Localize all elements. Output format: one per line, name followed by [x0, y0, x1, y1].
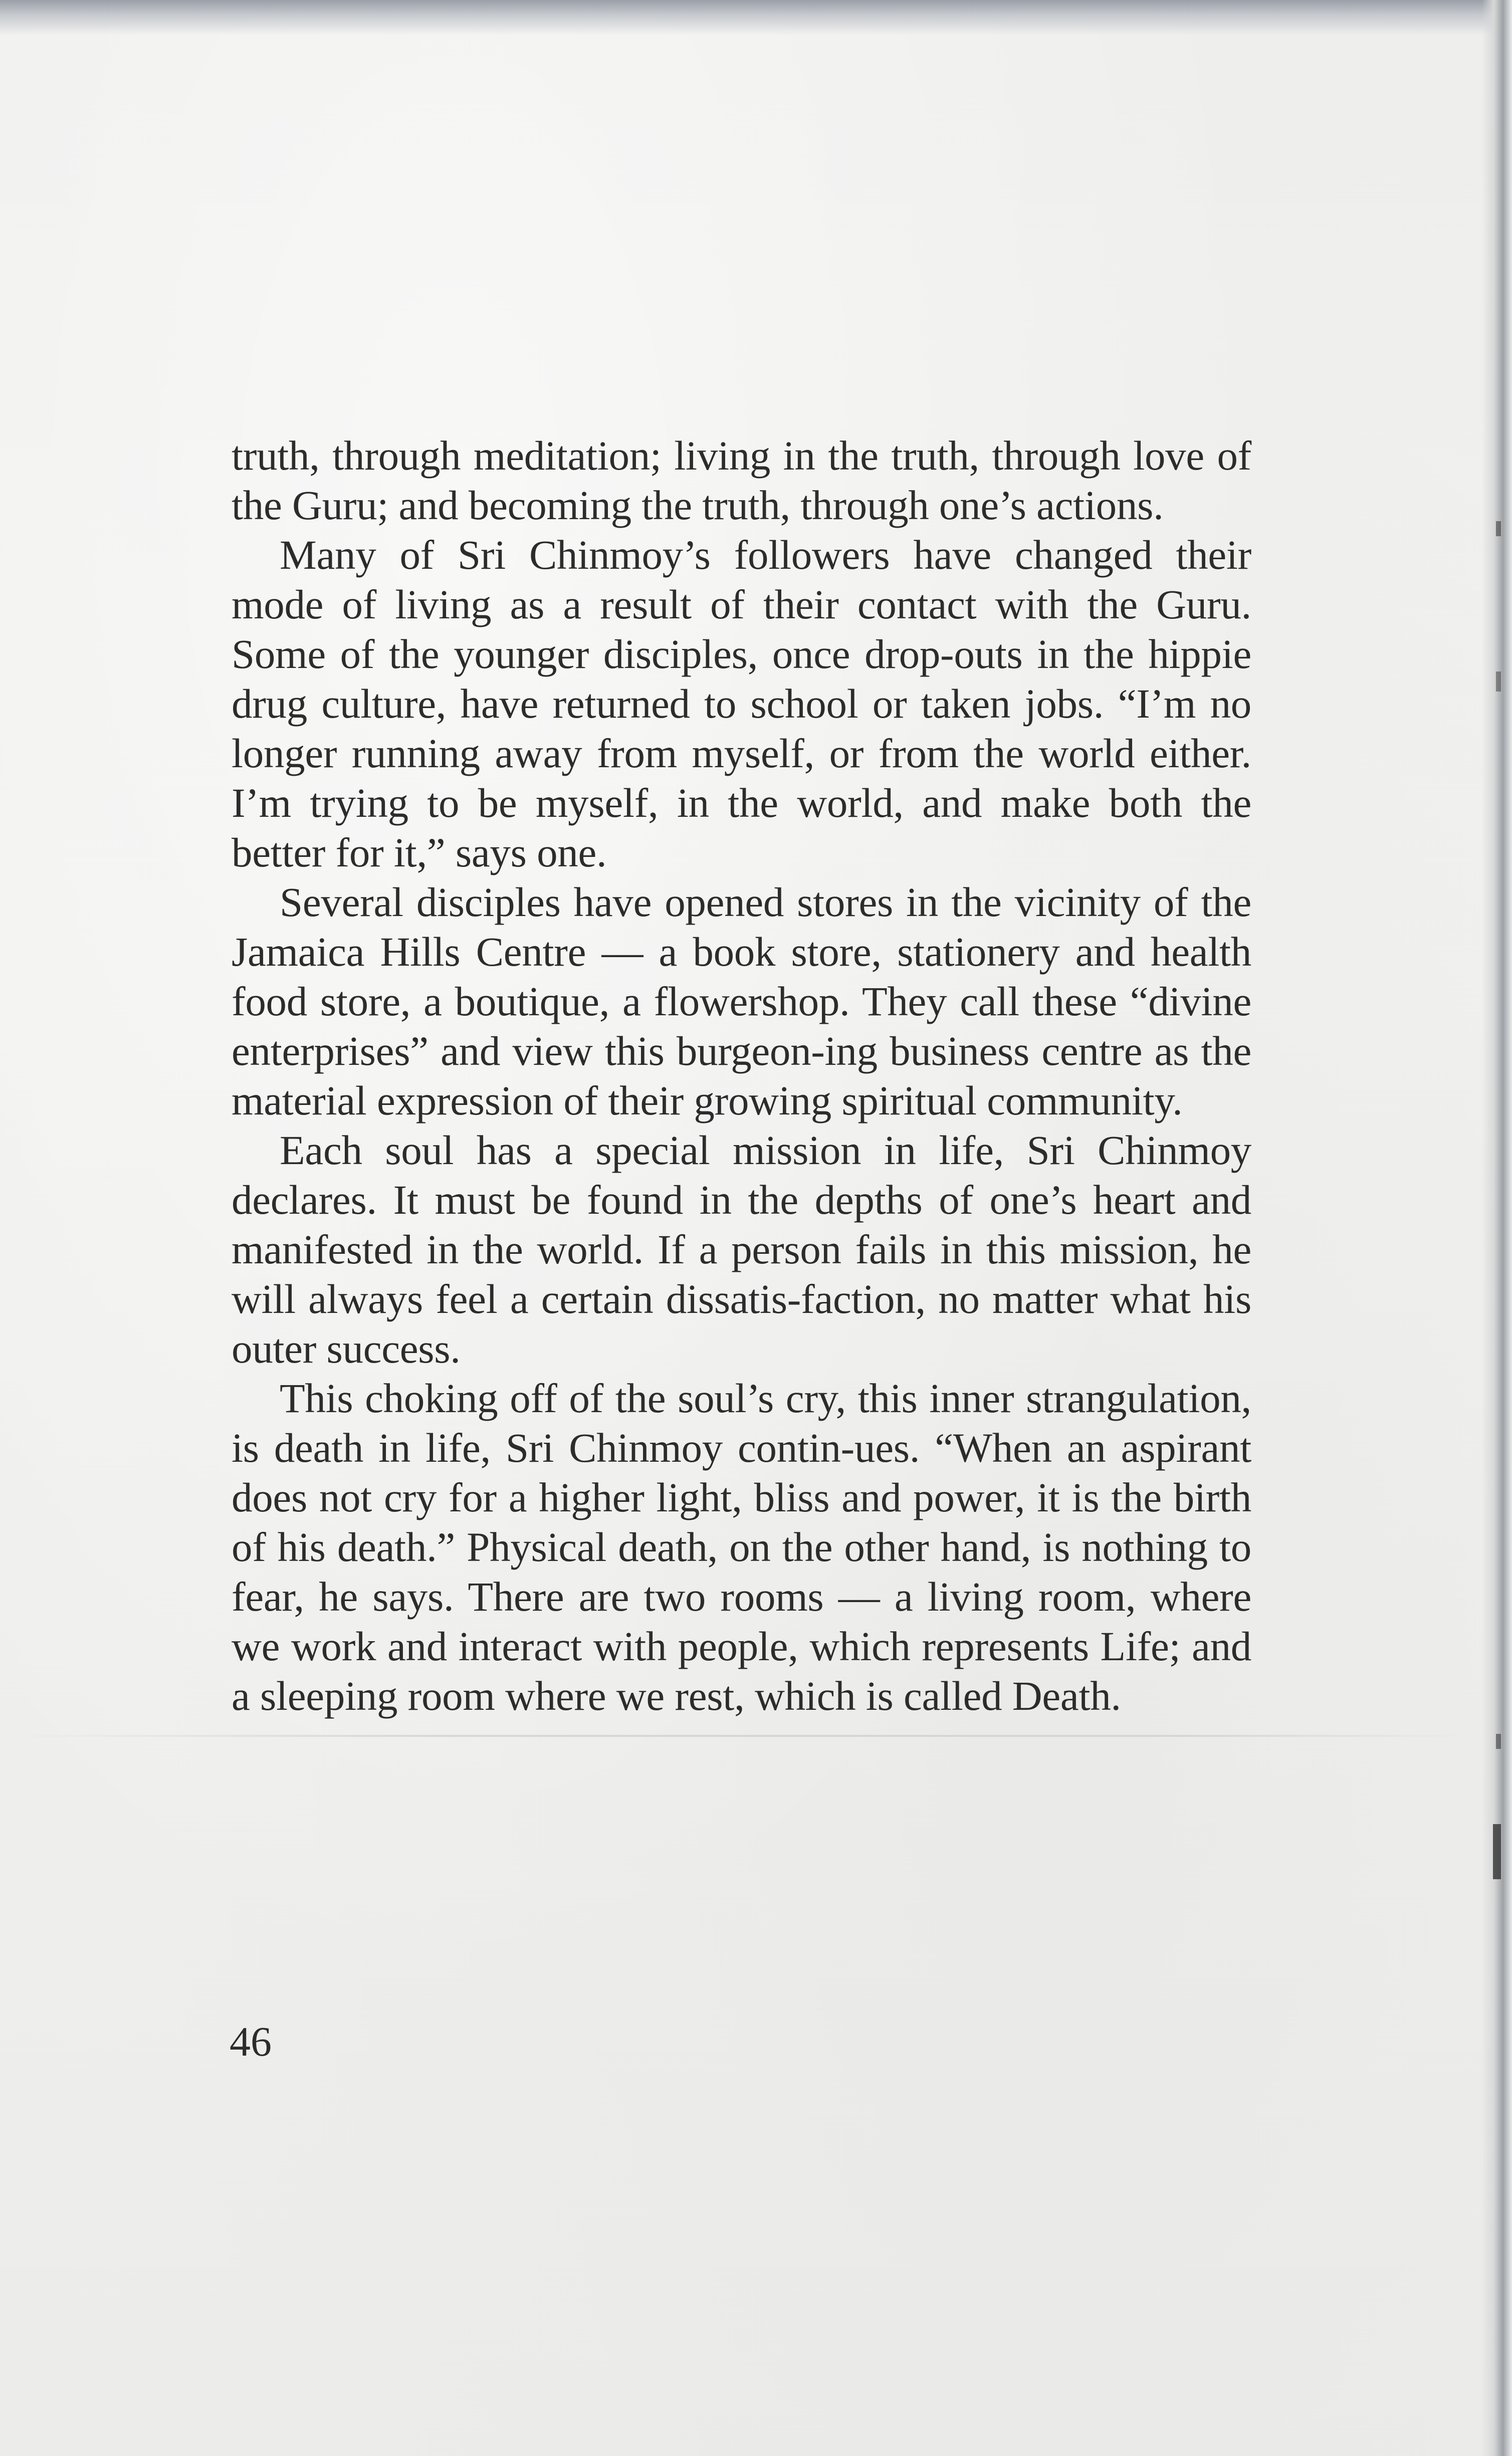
- page-number: 46: [230, 2019, 272, 2065]
- spine-mark: [1496, 672, 1501, 692]
- spine-mark: [1496, 521, 1501, 536]
- paragraph-4: Each soul has a special mission in life, Sri Chinmoy declares. It must be found in the depths of one’s heart and manifested in the world. If a person fails in this mission, he will always feel a certain dissatis-faction, no matter what his outer success.: [232, 1127, 1251, 1372]
- paragraph-2: Many of Sri Chinmoy’s followers have changed their mode of living as a result of their contact with the Guru. Some of the younger disciples, once drop-outs in the hippie drug culture, have returned to school or taken jobs. “I’m no longer running away from myself, or from the world either. I’m trying to be myself, in the world, and make both the better for it,” says one.: [232, 532, 1251, 875]
- page-top-shadow: [0, 0, 1512, 35]
- spine-mark: [1493, 1824, 1501, 1879]
- page-spine-edge: [1482, 0, 1512, 2456]
- paragraph-1: truth, through meditation; living in the truth, through love of the Guru; and becoming the truth, through one’s actions.: [232, 432, 1251, 528]
- paragraph-5: This choking off of the soul’s cry, this inner strangulation, is death in life, Sri Chinmoy contin-ues. “When an aspirant does not cry for a higher light, bliss and power, it is the birth of his death.” Physical death, on the other hand, is nothing to fear, he says. There are two rooms — a living room, where we work and interact with people, which represents Life; and a sleeping room where we rest, which is called Death.: [232, 1375, 1251, 1719]
- paragraph-3: Several disciples have opened stores in the vicinity of the Jamaica Hills Centre — a book store, stationery and health food store, a boutique, a flowershop. They call these “divine enterprises” and view this burgeon-ing business centre as the material expression of their growing spiritual community.: [232, 879, 1251, 1124]
- spine-mark: [1496, 1734, 1501, 1749]
- body-text: [232, 431, 1251, 1721]
- page-fold-line: [0, 1735, 1473, 1737]
